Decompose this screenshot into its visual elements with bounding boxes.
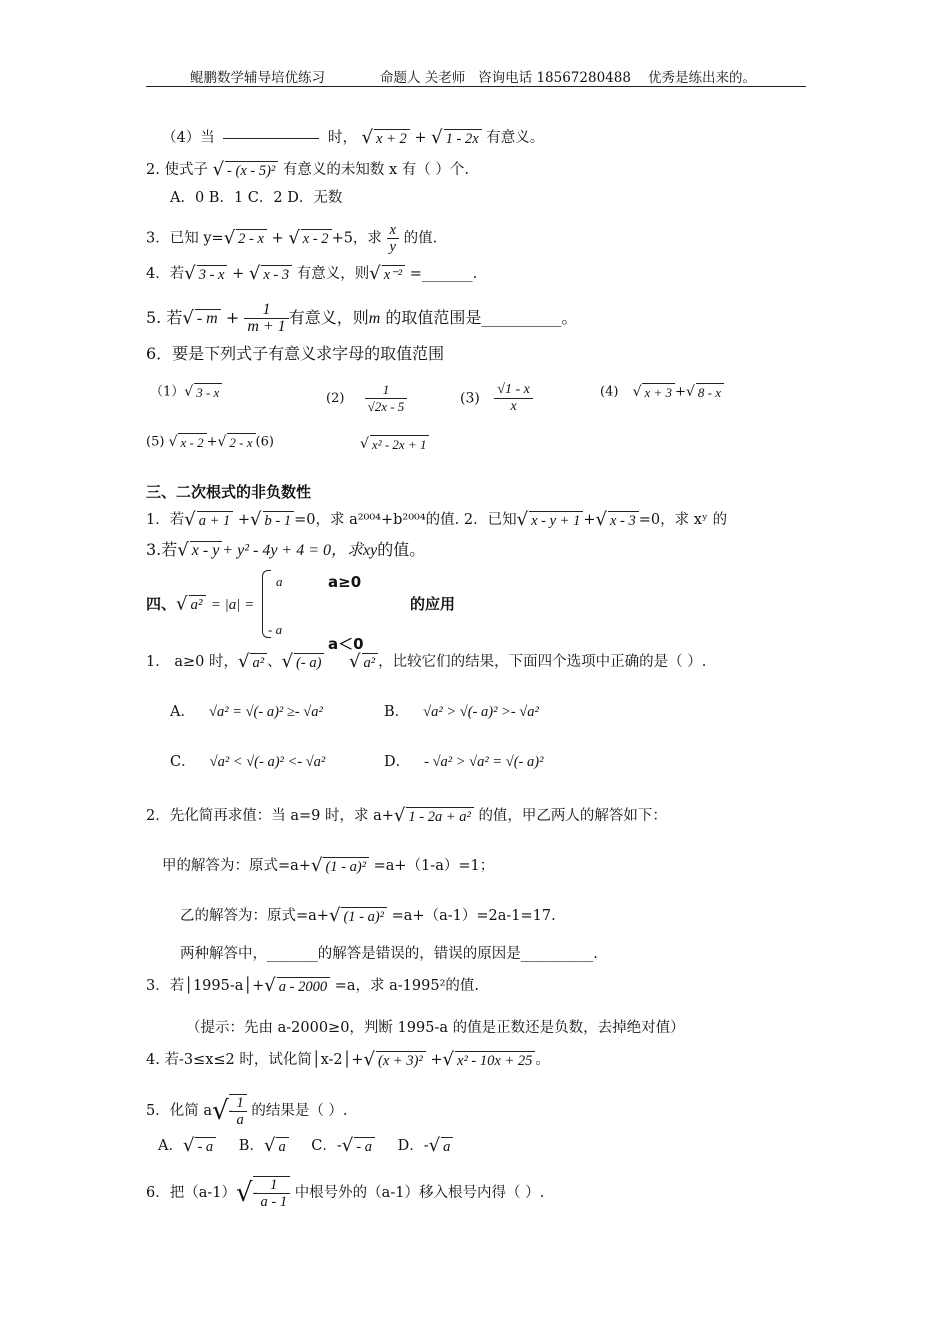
section-4-q4: 4. 若-3≤x≤2 时，试化简│x-2│+√ (x + 3)² +√ x² - 10x + 25 。 <box>146 1049 550 1070</box>
radicand: a² <box>362 653 379 672</box>
radicand: x - 2 <box>301 229 332 248</box>
radicand: b - 1 <box>263 511 295 530</box>
radicand: - a <box>195 1137 216 1156</box>
question-5: 5. 若√ - m + $\frac{1}{m + 1}$ 有意义，则m 的取值范围是__________。 <box>146 301 578 335</box>
section-4-q5-options: A．√ - a B．√ a C．-√ - a D．-√ a <box>158 1136 453 1156</box>
question-6-part-1: （1）√ 3 - x <box>150 382 222 403</box>
radicand: - (x - 5)² <box>225 161 278 180</box>
section-4-q3: 3．若│1995-a│+√ a - 2000 =a，求 a-1995²的值. <box>146 975 479 996</box>
option-c: C． √a² < √(- a)² <- √a² <box>170 754 326 770</box>
radicand: x² - 10x + 25 <box>455 1051 535 1070</box>
question-2: 2. 使式子 √ - (x - 5)² 有意义的未知数 x 有（ ）个. <box>146 159 470 180</box>
radicand: 2 - x <box>227 433 255 452</box>
radicand: x - 3 <box>608 511 639 530</box>
section-4-q1: 1． a≥0 时，√ a² 、√ (- a) √ a² ，比较它们的结果，下面四个选项中正确的是（ ）. <box>146 651 707 672</box>
header-title: 鲲鹏数学辅导培优练习 <box>190 70 325 86</box>
question-6-part-6: √ x² - 2x + 1 <box>360 434 429 455</box>
case-2-expr: - a <box>268 622 283 637</box>
section-4-q2: 2．先化简再求值：当 a=9 时，求 a+√ 1 - 2a + a² 的值，甲乙两人的解答如下： <box>146 805 667 826</box>
radicand: x² - 2x + 1 <box>370 435 430 454</box>
answer-blank <box>223 138 319 139</box>
section-4-q6: 6．把（a-1）√- $\frac{1}{a - 1}$ 中根号外的（a-1）移入根号内得（ ）. <box>146 1177 545 1210</box>
radicand: a <box>276 1137 288 1156</box>
question-3: 3．已知 y=√ 2 - x + √ x - 2 +5，求 $\frac{x}{y}$ 的值. <box>146 222 438 255</box>
section-4-q5: 5．化简 a√- $\frac{1}{a}$ 的结果是（ ）. <box>146 1095 348 1128</box>
radicand: - a <box>354 1137 375 1156</box>
fraction: $\frac{x}{y}$ <box>387 222 399 255</box>
radicand: x - 2 <box>178 433 206 452</box>
case-1-expr: a <box>276 574 283 589</box>
page-header <box>146 66 806 87</box>
section-3-q3: 3.若√ x - y + y² - 4y + 4 = 0，求xy的值。 <box>146 539 426 561</box>
question-2-options: A．0 B．1 C．2 D．无数 <box>170 190 343 206</box>
question-6-part-2: (2) $\frac{1}{√2x - 5}$ <box>326 382 407 415</box>
radicand: 2 - x <box>236 229 267 248</box>
section-4-title: 四、√ a² = |a| = <box>146 593 255 615</box>
radicand: (1 - a)² <box>341 907 387 926</box>
question-4: 4．若√ 3 - x + √ x - 3 有意义，则√ x⁻² =_______. <box>146 263 478 284</box>
radicand: a + 1 <box>197 511 234 530</box>
fraction: $\frac{1}{√2x - 5}$ <box>365 382 408 415</box>
case-2-condition: a＜0 <box>328 635 364 653</box>
radicand: a <box>441 1137 453 1156</box>
radicand: 3 - x <box>197 265 228 284</box>
radicand: 3 - x <box>194 383 222 402</box>
case-1-condition: a≥0 <box>328 573 362 591</box>
section-3-title: 三、二次根式的非负数性 <box>146 483 312 501</box>
radicand: - m <box>195 309 221 328</box>
radicand: 1 - 2x <box>444 129 482 148</box>
fraction: $\frac{1}{a - 1}$ <box>257 1177 290 1210</box>
radicand: x⁻² <box>382 265 405 284</box>
header-author: 命题人 关老师 咨询电话 18567280488 <box>380 70 631 86</box>
radicand: x + 3 <box>642 383 675 402</box>
radicand: (x + 3)² <box>376 1051 426 1070</box>
question-6-part-4: (4) √ x + 3 +√ 8 - x <box>600 382 724 403</box>
radicand: a² <box>250 653 267 672</box>
fraction: $\frac{√1 - x}{x}$ <box>494 382 533 415</box>
header-motto: 优秀是练出来的。 <box>648 70 756 86</box>
radicand: (- a) <box>294 653 324 672</box>
radicand: a - 2000 <box>277 977 330 996</box>
comparison-prompt: 两种解答中，_______的解答是错误的，错误的原因是__________. <box>180 946 598 962</box>
question-4-part: （4）当 时， √ x + 2 + √ 1 - 2x 有意义。 <box>162 127 545 148</box>
radicand: (1 - a)² <box>323 857 369 876</box>
radicand: x - 3 <box>261 265 292 284</box>
section-4-title-end: 的应用 <box>410 595 456 613</box>
radicand: 1 - 2a + a² <box>406 807 473 826</box>
fraction: $\frac{1}{m + 1}$ <box>244 302 288 335</box>
solution-yi: 乙的解答为：原式=a+√ (1 - a)² =a+（a-1）=2a-1=17. <box>180 905 556 926</box>
solution-jia: 甲的解答为：原式=a+√ (1 - a)² =a+（1-a）=1； <box>162 855 495 876</box>
question-6-part-5: (5) √ x - 2 +√ 2 - x (6) <box>146 434 274 450</box>
radicand: 8 - x <box>696 383 724 402</box>
radicand: a² <box>189 595 206 614</box>
radicand: x + 2 <box>374 129 410 148</box>
option-d: D． - √a² > √a² = √(- a)² <box>384 754 544 770</box>
option-b: B． √a² > √(- a)² >- √a² <box>384 704 539 720</box>
radicand: x - y <box>190 541 223 560</box>
section-3-q1-q2: 1．若√ a + 1 +√ b - 1 =0，求 a²⁰⁰⁴+b²⁰⁰⁴的值. 2．已知√ x - y + 1 +√ x - 3 =0，求 xʸ 的 <box>146 509 728 530</box>
question-6: 6．要是下列式子有意义求字母的取值范围 <box>146 344 445 363</box>
option-a: A． √a² = √(- a)² ≥- √a² <box>170 704 323 720</box>
radicand: x - y + 1 <box>529 511 583 530</box>
fraction: $\frac{1}{a}$ <box>233 1095 246 1128</box>
question-6-part-3: (3) $\frac{√1 - x}{x}$ <box>460 382 533 415</box>
answer-blank: __________ <box>481 308 562 327</box>
hint: （提示：先由 a-2000≥0，判断 1995-a 的值是正数还是负数，去掉绝对值） <box>186 1020 685 1036</box>
